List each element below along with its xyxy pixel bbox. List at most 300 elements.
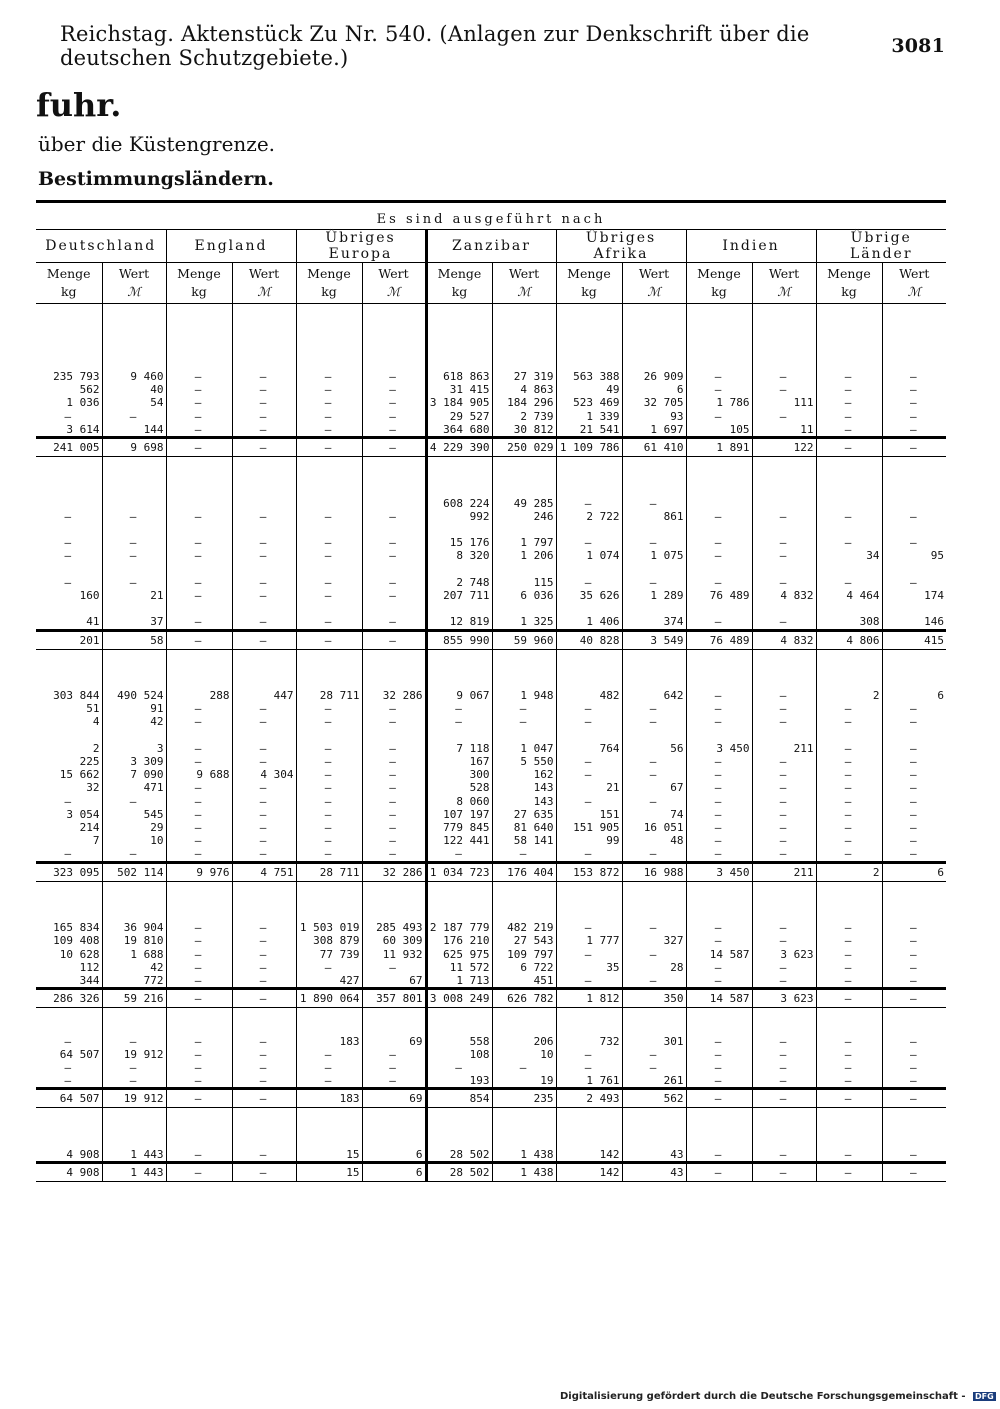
table-cell <box>296 1021 362 1034</box>
table-row <box>36 470 946 483</box>
table-cell: 142 <box>556 1163 622 1182</box>
table-row <box>36 304 946 318</box>
table-cell: — <box>166 989 232 1008</box>
table-cell: — <box>232 989 296 1008</box>
table-row <box>36 589 946 602</box>
table-cell: 1 688 <box>102 948 166 961</box>
table-cell: — <box>556 768 622 781</box>
table-cell <box>686 470 752 483</box>
table-cell: — <box>882 974 946 989</box>
table-cell: — <box>232 715 296 728</box>
table-cell: 4 229 390 <box>426 437 492 456</box>
table-cell <box>492 1021 556 1034</box>
table-cell: — <box>556 1048 622 1061</box>
menge-label: Menge <box>697 266 741 281</box>
table-cell <box>102 881 166 895</box>
table-cell: 1 206 <box>492 549 556 562</box>
wert-header <box>752 263 816 304</box>
table-cell: 357 801 <box>362 989 426 1008</box>
table-cell <box>752 1021 816 1034</box>
menge-label: Menge <box>567 266 611 281</box>
table-row <box>36 1048 946 1061</box>
table-cell <box>686 1108 752 1122</box>
table-row <box>36 715 946 728</box>
table-cell: — <box>882 948 946 961</box>
table-cell <box>556 357 622 370</box>
table-cell: 28 711 <box>296 862 362 881</box>
table-cell <box>102 1135 166 1148</box>
table-cell <box>686 563 752 576</box>
table-cell <box>232 895 296 908</box>
table-cell <box>492 1108 556 1122</box>
table-cell: 16 051 <box>622 821 686 834</box>
table-cell <box>426 602 492 615</box>
table-cell: — <box>686 1148 752 1163</box>
table-cell: 19 810 <box>102 934 166 947</box>
table-cell <box>362 1021 426 1034</box>
table-cell: 10 <box>492 1048 556 1061</box>
table-cell: 28 <box>622 961 686 974</box>
table-cell: — <box>296 576 362 589</box>
table-cell: 3 309 <box>102 755 166 768</box>
table-cell <box>556 1135 622 1148</box>
table-cell <box>36 1021 102 1034</box>
table-row <box>36 523 946 536</box>
table-cell <box>102 357 166 370</box>
table-row <box>36 834 946 847</box>
table-cell <box>362 908 426 921</box>
table-cell: 11 <box>752 423 816 438</box>
table-cell: — <box>882 934 946 947</box>
table-cell: — <box>166 423 232 438</box>
table-cell: — <box>882 510 946 523</box>
table-cell <box>102 676 166 689</box>
table-cell <box>36 563 102 576</box>
table-cell: 1 948 <box>492 689 556 702</box>
table-cell: — <box>752 1089 816 1108</box>
table-cell: 2 187 779 <box>426 921 492 934</box>
table-row <box>36 881 946 895</box>
table-row <box>36 1148 946 1163</box>
table-cell: — <box>166 410 232 423</box>
table-cell <box>686 649 752 663</box>
table-cell: 1 761 <box>556 1074 622 1089</box>
table-cell: 1 438 <box>492 1163 556 1182</box>
table-cell: — <box>64 549 72 563</box>
table-cell: — <box>556 847 622 862</box>
table-cell: — <box>166 834 232 847</box>
table-cell: 67 <box>622 781 686 794</box>
table-cell: 4 908 <box>36 1163 102 1182</box>
table-cell: 21 541 <box>556 423 622 438</box>
table-cell: — <box>296 589 362 602</box>
table-cell: 1 443 <box>102 1163 166 1182</box>
table-cell: 642 <box>622 689 686 702</box>
menge-header <box>426 263 492 304</box>
table-cell: — <box>166 630 232 649</box>
table-cell: 58 <box>102 630 166 649</box>
table-cell: 4 863 <box>492 383 556 396</box>
table-cell: 16 988 <box>622 862 686 881</box>
table-cell: 3 <box>102 742 166 755</box>
table-cell <box>166 1122 232 1135</box>
table-cell <box>752 895 816 908</box>
table-cell <box>816 456 882 470</box>
table-cell <box>166 1008 232 1022</box>
table-cell: 27 635 <box>492 808 556 821</box>
table-cell <box>882 676 946 689</box>
table-cell: — <box>102 1035 166 1048</box>
table-cell <box>816 895 882 908</box>
table-cell: — <box>166 1061 232 1074</box>
table-cell <box>426 563 492 576</box>
table-cell: 109 797 <box>492 948 556 961</box>
table-cell: 300 <box>426 768 492 781</box>
table-cell: — <box>752 1035 816 1048</box>
table-cell <box>232 317 296 330</box>
menge-label: Menge <box>437 266 482 281</box>
table-cell: — <box>686 1035 752 1048</box>
table-cell: — <box>232 615 296 630</box>
table-cell: 502 114 <box>102 862 166 881</box>
table-cell: — <box>622 715 686 728</box>
table-cell: — <box>752 834 816 847</box>
table-cell <box>166 663 232 676</box>
table-cell: — <box>166 1048 232 1061</box>
table-cell: 3 450 <box>686 742 752 755</box>
table-cell: — <box>64 1061 72 1075</box>
table-cell: 225 <box>79 755 100 769</box>
table-cell <box>816 523 882 536</box>
table-cell: — <box>556 921 622 934</box>
table-cell: — <box>362 821 426 834</box>
table-cell <box>232 483 296 496</box>
table-cell <box>102 1108 166 1122</box>
table-cell <box>102 470 166 483</box>
wert-label: Wert <box>768 266 800 281</box>
table-cell <box>166 357 232 370</box>
table-cell: — <box>816 989 882 1008</box>
table-cell <box>816 881 882 895</box>
table-cell: — <box>622 921 686 934</box>
table-cell: 122 441 <box>426 834 492 847</box>
table-cell <box>36 729 102 742</box>
table-cell <box>556 676 622 689</box>
table-cell: — <box>752 1061 816 1074</box>
table-cell: — <box>64 409 72 423</box>
table-row <box>36 755 946 768</box>
table-cell: 28 502 <box>426 1148 492 1163</box>
table-cell: 60 309 <box>362 934 426 947</box>
table-cell: — <box>362 702 426 715</box>
menge-label: Menge <box>46 266 91 281</box>
sum-row <box>36 862 946 881</box>
table-cell <box>622 1021 686 1034</box>
table-cell <box>492 908 556 921</box>
table-cell: — <box>882 821 946 834</box>
table-cell <box>622 1135 686 1148</box>
table-cell: — <box>752 689 816 702</box>
table-cell: — <box>752 615 816 630</box>
table-cell: 15 176 <box>426 536 492 549</box>
table-cell: — <box>816 1089 882 1108</box>
table-cell: 4 751 <box>232 862 296 881</box>
table-cell: 64 507 <box>36 1089 102 1108</box>
table-cell <box>362 483 426 496</box>
table-cell <box>166 344 232 357</box>
table-cell <box>556 663 622 676</box>
table-cell <box>882 663 946 676</box>
table-cell: 241 005 <box>36 437 102 456</box>
table-cell <box>882 497 946 510</box>
table-cell: 4 832 <box>752 630 816 649</box>
menge-header <box>296 263 362 304</box>
table-cell <box>622 908 686 921</box>
table-cell: 122 <box>752 437 816 456</box>
table-cell <box>752 1008 816 1022</box>
table-cell <box>232 304 296 318</box>
table-cell: — <box>882 410 946 423</box>
table-cell <box>362 1008 426 1022</box>
table-row <box>36 1122 946 1135</box>
table-cell: — <box>622 948 686 961</box>
table-cell <box>362 344 426 357</box>
table-cell <box>686 317 752 330</box>
table-cell: 261 <box>622 1074 686 1089</box>
table-cell: — <box>296 795 362 808</box>
table-cell: 27 543 <box>492 934 556 947</box>
table-cell <box>166 908 232 921</box>
table-cell: — <box>816 781 882 794</box>
wert-unit: ℳ <box>386 284 401 299</box>
table-cell <box>816 483 882 496</box>
table-cell: 1 812 <box>556 989 622 1008</box>
table-cell <box>622 602 686 615</box>
table-cell: 308 879 <box>296 934 362 947</box>
table-cell: 142 <box>556 1148 622 1163</box>
table-cell: — <box>492 715 556 728</box>
table-cell: — <box>166 821 232 834</box>
table-cell: — <box>622 755 686 768</box>
table-cell: 3 008 249 <box>426 989 492 1008</box>
table-cell <box>36 330 102 343</box>
table-cell: 201 <box>36 630 102 649</box>
table-row <box>36 808 946 821</box>
table-cell <box>686 895 752 908</box>
table-cell: 625 975 <box>426 948 492 961</box>
region-header: England <box>166 230 296 263</box>
table-cell <box>296 676 362 689</box>
table-cell <box>426 649 492 663</box>
table-cell <box>102 456 166 470</box>
table-cell: — <box>686 715 752 728</box>
table-cell: — <box>816 1061 882 1074</box>
table-cell: 28 502 <box>426 1163 492 1182</box>
table-cell: — <box>752 1163 816 1182</box>
table-cell: — <box>816 702 882 715</box>
table-cell: 4 908 <box>66 1148 100 1162</box>
table-cell: — <box>752 934 816 947</box>
table-cell <box>102 895 166 908</box>
table-cell <box>426 676 492 689</box>
table-cell: 165 834 <box>53 921 100 935</box>
table-cell: — <box>166 1074 232 1089</box>
table-cell <box>492 602 556 615</box>
table-row <box>36 795 946 808</box>
table-cell: 1 325 <box>492 615 556 630</box>
table-cell <box>556 1122 622 1135</box>
table-cell: — <box>752 755 816 768</box>
wert-header <box>362 263 426 304</box>
table-cell <box>102 497 166 510</box>
table-cell <box>36 483 102 496</box>
table-cell <box>296 483 362 496</box>
table-cell <box>232 1021 296 1034</box>
table-cell <box>362 456 426 470</box>
table-cell <box>166 729 232 742</box>
table-cell: — <box>166 715 232 728</box>
table-cell <box>36 304 102 318</box>
table-cell <box>426 881 492 895</box>
table-cell: 447 <box>232 689 296 702</box>
table-row <box>36 742 946 755</box>
table-cell <box>296 1108 362 1122</box>
table-cell: 2 722 <box>556 510 622 523</box>
table-cell <box>426 304 492 318</box>
sum-row <box>36 989 946 1008</box>
table-cell <box>686 330 752 343</box>
table-cell: — <box>362 510 426 523</box>
table-cell <box>102 563 166 576</box>
table-cell: — <box>882 396 946 409</box>
sum-row <box>36 437 946 456</box>
table-cell: — <box>296 410 362 423</box>
table-cell: — <box>816 755 882 768</box>
table-cell <box>362 317 426 330</box>
table-cell: — <box>64 1034 72 1048</box>
table-cell: — <box>686 934 752 947</box>
table-cell: — <box>816 742 882 755</box>
table-cell: — <box>166 589 232 602</box>
table-cell: 7 118 <box>426 742 492 755</box>
table-cell <box>232 649 296 663</box>
table-cell: — <box>166 437 232 456</box>
heading-fragment: fuhr. <box>36 86 122 124</box>
table-cell: 35 <box>556 961 622 974</box>
table-cell: 779 845 <box>426 821 492 834</box>
table-cell: 54 <box>102 396 166 409</box>
table-row <box>36 1135 946 1148</box>
table-row <box>36 510 946 523</box>
table-cell: 95 <box>882 549 946 562</box>
export-table-wrapper <box>36 200 946 1182</box>
table-cell <box>752 1122 816 1135</box>
table-cell <box>166 317 232 330</box>
page-number: 3081 <box>891 35 945 57</box>
table-cell: — <box>232 795 296 808</box>
table-cell: — <box>232 847 296 862</box>
table-cell: — <box>752 410 816 423</box>
table-cell <box>296 602 362 615</box>
table-cell: — <box>816 847 882 862</box>
table-cell: — <box>296 715 362 728</box>
table-cell: 618 863 <box>426 370 492 383</box>
table-cell: 6 036 <box>492 589 556 602</box>
table-cell: 7 <box>92 834 100 848</box>
table-cell: — <box>166 549 232 562</box>
table-cell: — <box>752 1148 816 1163</box>
table-row <box>36 921 946 934</box>
table-cell <box>752 317 816 330</box>
table-cell: — <box>686 808 752 821</box>
table-cell <box>686 497 752 510</box>
table-cell <box>686 663 752 676</box>
wert-unit: ℳ <box>647 284 661 299</box>
table-cell: — <box>816 834 882 847</box>
table-cell: — <box>166 755 232 768</box>
table-cell <box>686 344 752 357</box>
table-cell: 1 777 <box>556 934 622 947</box>
table-cell <box>166 602 232 615</box>
wert-unit: ℳ <box>517 284 531 299</box>
table-row <box>36 370 946 383</box>
table-cell: 35 626 <box>556 589 622 602</box>
table-row <box>36 847 946 862</box>
table-cell: — <box>556 536 622 549</box>
table-body <box>36 304 946 1182</box>
table-cell <box>166 483 232 496</box>
table-cell: — <box>556 1061 622 1074</box>
table-cell <box>816 317 882 330</box>
table-cell: 427 <box>296 974 362 989</box>
table-cell: 41 <box>86 615 100 629</box>
table-cell <box>816 1122 882 1135</box>
table-cell: 40 828 <box>556 630 622 649</box>
table-cell: 151 905 <box>556 821 622 834</box>
table-cell: 732 <box>556 1035 622 1048</box>
table-cell <box>36 1122 102 1135</box>
table-row <box>36 961 946 974</box>
table-cell: — <box>64 794 72 808</box>
table-cell: — <box>882 755 946 768</box>
table-cell <box>36 676 102 689</box>
table-cell <box>622 1122 686 1135</box>
table-cell <box>362 497 426 510</box>
wert-label: Wert <box>378 266 409 281</box>
table-cell <box>622 304 686 318</box>
table-cell: — <box>882 383 946 396</box>
table-cell <box>166 649 232 663</box>
table-cell: — <box>752 1074 816 1089</box>
export-table <box>36 200 946 1182</box>
table-cell: — <box>166 370 232 383</box>
table-row <box>36 1061 946 1074</box>
table-cell: 1 339 <box>556 410 622 423</box>
table-cell: — <box>686 834 752 847</box>
table-cell: — <box>622 1061 686 1074</box>
table-cell <box>882 1108 946 1122</box>
table-cell: — <box>64 536 72 550</box>
table-cell: — <box>686 410 752 423</box>
table-cell: — <box>426 715 492 728</box>
table-cell: 562 <box>79 383 100 397</box>
table-cell: — <box>166 934 232 947</box>
menge-label: Menge <box>177 266 221 281</box>
table-cell: — <box>816 576 882 589</box>
table-cell: — <box>816 410 882 423</box>
wert-header <box>882 263 946 304</box>
table-cell: 59 216 <box>102 989 166 1008</box>
